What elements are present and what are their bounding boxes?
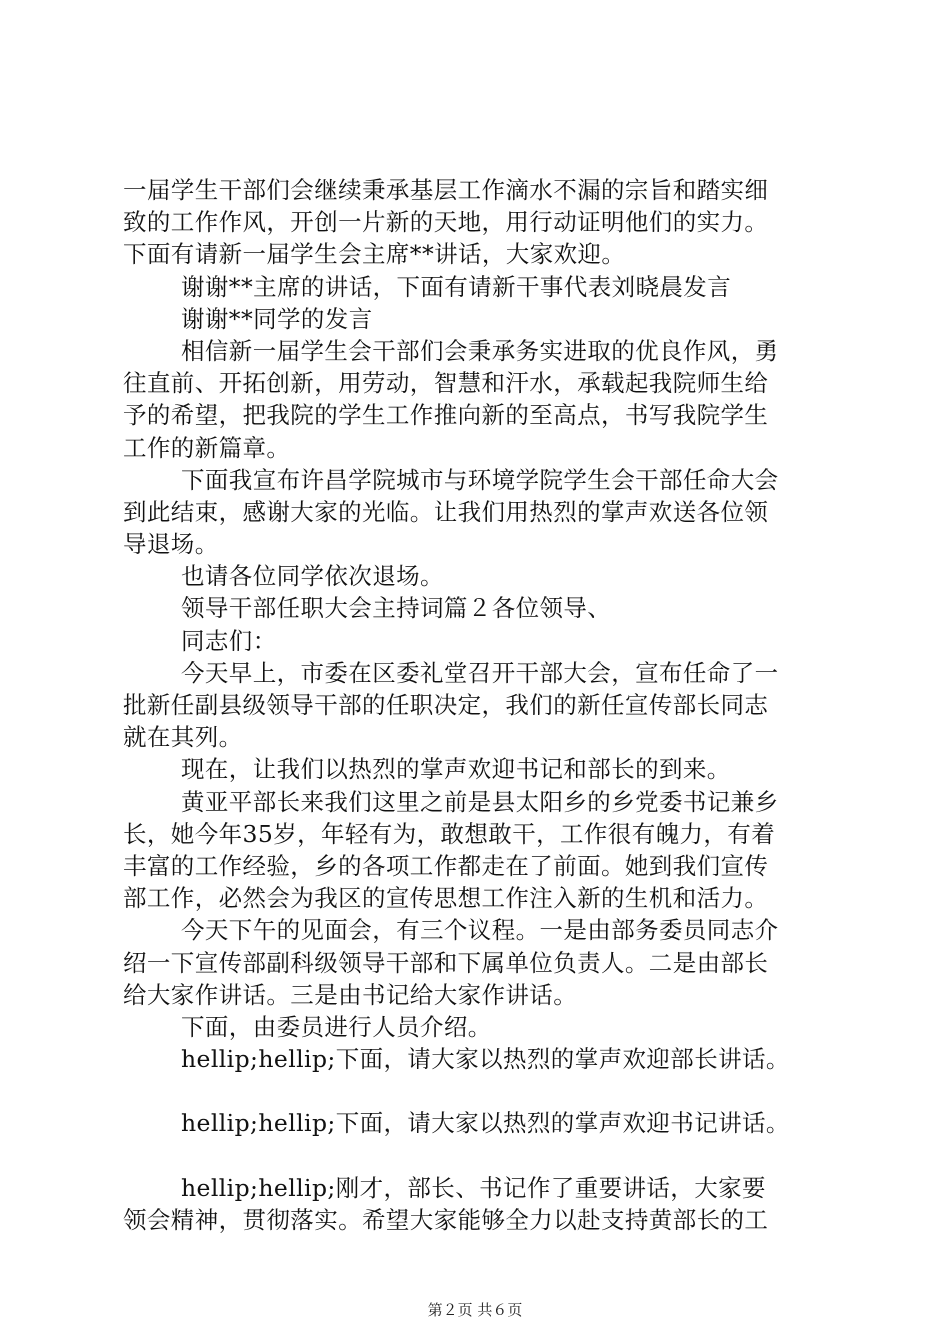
paragraph-line: 丰富的工作经验，乡的各项工作都走在了前面。她到我们宣传 (123, 851, 769, 880)
paragraph-line: 谢谢**同学的发言 (181, 304, 373, 333)
paragraph-line: 谢谢**主席的讲话，下面有请新干事代表刘晓晨发言 (181, 272, 732, 301)
paragraph-line: 工作的新篇章。 (123, 433, 291, 462)
paragraph-line: 下面有请新一届学生会主席**讲话，大家欢迎。 (123, 240, 626, 269)
paragraph-line: 今天下午的见面会，有三个议程。一是由部务委员同志介 (181, 916, 779, 945)
paragraph-line: 予的希望，把我院的学生工作推向新的至高点，书写我院学生 (123, 401, 769, 430)
paragraph-line: 致的工作作风，开创一片新的天地，用行动证明他们的实力。 (123, 208, 769, 237)
blank-line (123, 1140, 843, 1172)
paragraph-line: 给大家作讲话。三是由书记给大家作讲话。 (123, 980, 578, 1009)
paragraph-line: hellip;hellip;下面，请大家以热烈的掌声欢迎书记讲话。 (181, 1109, 790, 1138)
paragraph-line: 现在，让我们以热烈的掌声欢迎书记和部长的到来。 (181, 755, 731, 784)
paragraph-line: 下面，由委员进行人员介绍。 (181, 1012, 492, 1041)
paragraph-line: hellip;hellip;下面，请大家以热烈的掌声欢迎部长讲话。 (181, 1045, 790, 1074)
paragraph-line: 绍一下宣传部副科级领导干部和下属单位负责人。二是由部长 (123, 948, 769, 977)
paragraph-line: 领导干部任职大会主持词篇２各位领导、 (181, 594, 612, 623)
paragraph-line: 黄亚平部长来我们这里之前是县太阳乡的乡党委书记兼乡 (181, 787, 779, 816)
blank-line (123, 1075, 843, 1107)
paragraph-line: 领会精神，贯彻落实。希望大家能够全力以赴支持黄部长的工 (123, 1206, 769, 1234)
paragraph-line: 批新任副县级领导干部的任职决定，我们的新任宣传部长同志 (123, 691, 769, 719)
paragraph-line: 一届学生干部们会继续秉承基层工作滴水不漏的宗旨和踏实细 (123, 176, 769, 204)
paragraph-line: 下面我宣布许昌学院城市与环境学院学生会干部任命大会 (181, 465, 779, 494)
paragraph-line: 也请各位同学依次退场。 (181, 562, 444, 591)
paragraph-line: 长，她今年35岁，年轻有为，敢想敢干，工作很有魄力，有着 (123, 819, 776, 848)
paragraph-line: 到此结束，感谢大家的光临。让我们用热烈的掌声欢送各位领 (123, 497, 769, 526)
paragraph-line: hellip;hellip;刚才，部长、书记作了重要讲话，大家要 (181, 1173, 766, 1202)
paragraph-line: 就在其列。 (123, 723, 243, 752)
paragraph-line: 相信新一届学生会干部们会秉承务实进取的优良作风，勇 (181, 336, 779, 365)
paragraph-line: 往直前、开拓创新，用劳动，智慧和汗水，承载起我院师生给 (123, 369, 769, 398)
paragraph-line: 今天早上，市委在区委礼堂召开干部大会，宣布任命了一 (181, 658, 779, 687)
page-number-footer: 第２页 共６页 (427, 1301, 523, 1319)
paragraph-line: 部工作，必然会为我区的宣传思想工作注入新的生机和活力。 (123, 884, 769, 913)
paragraph-line: 导退场。 (123, 530, 219, 559)
paragraph-line: 同志们： (181, 626, 277, 655)
document-body (123, 174, 843, 1236)
